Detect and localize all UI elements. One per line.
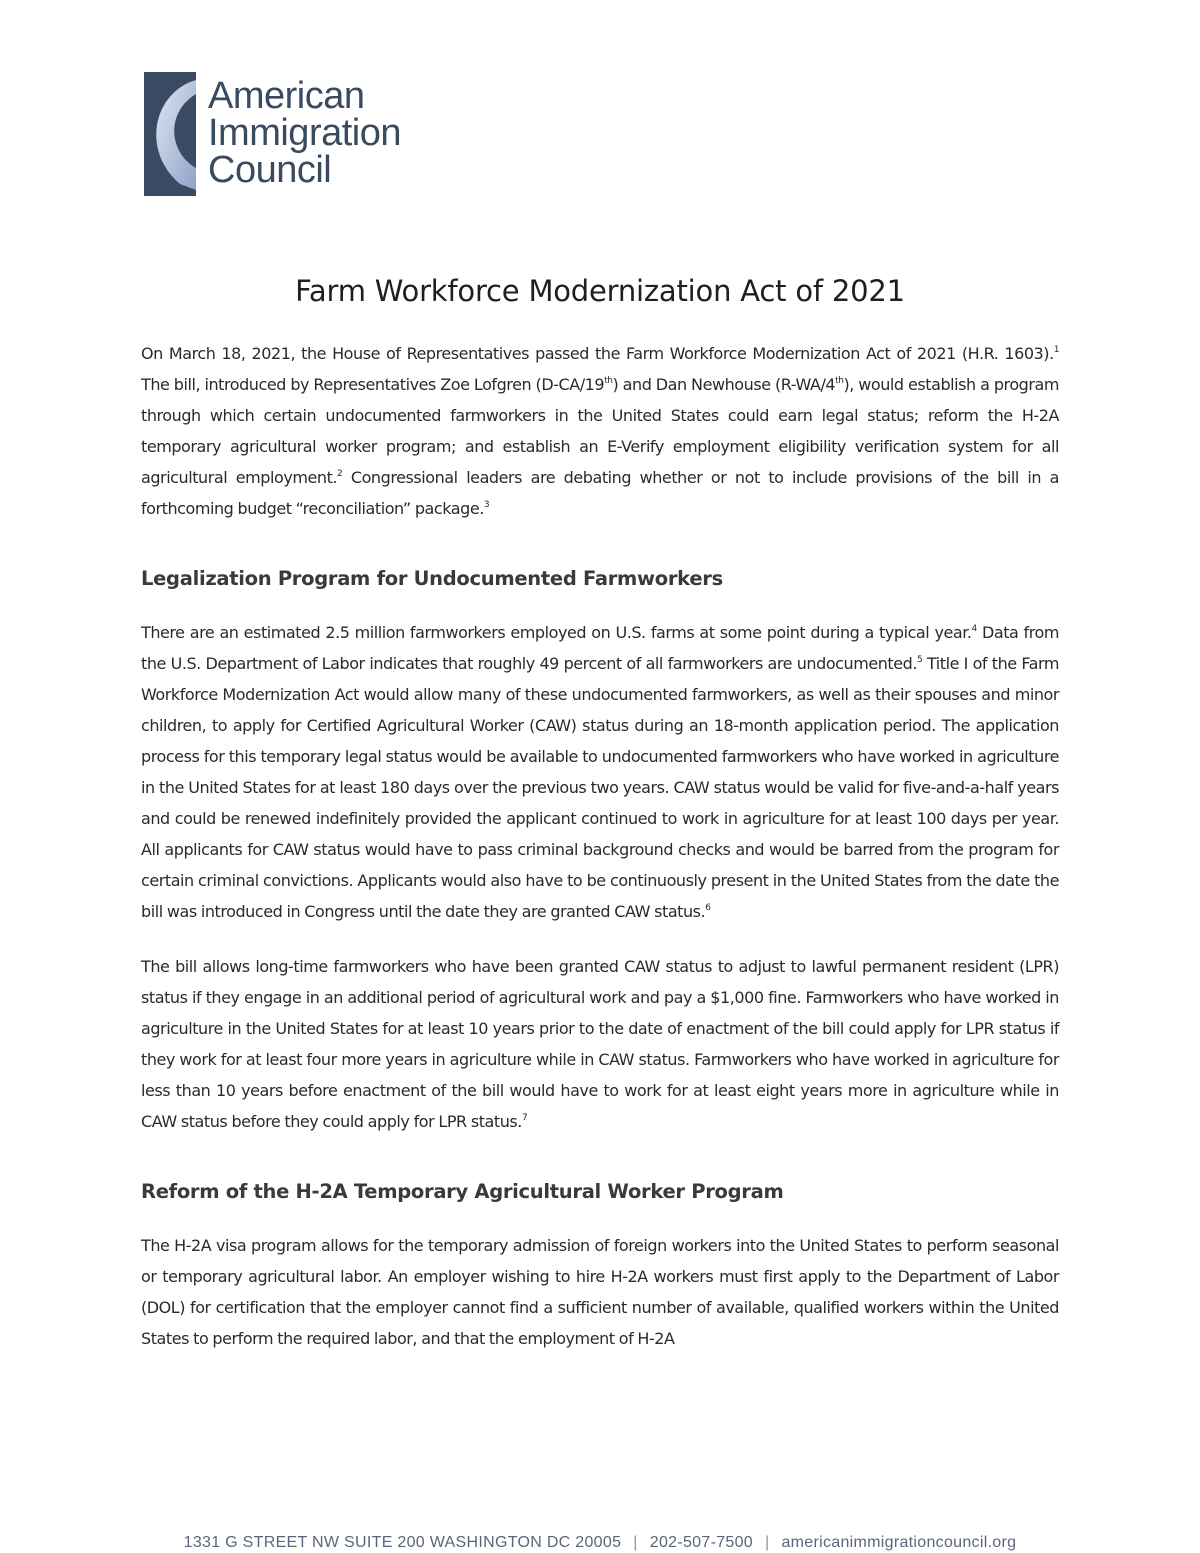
ordinal-suffix: th (604, 376, 613, 386)
footnote-ref-5: 5 (916, 655, 923, 665)
footer-divider: | (765, 1534, 770, 1551)
intro-paragraph (141, 338, 1059, 524)
organization-logo (144, 72, 404, 196)
footer-address: 1331 G STREET NW SUITE 200 WASHINGTON DC 20005 (183, 1534, 622, 1551)
section-heading-legalization: Legalization Program for Undocumented Farmworkers (141, 567, 723, 590)
document-title: Farm Workforce Modernization Act of 2021 (295, 274, 905, 308)
footnote-ref-7: 7 (521, 1113, 528, 1123)
logo-mark-icon (144, 72, 204, 196)
footnote-ref-3: 3 (483, 500, 490, 510)
footer-phone: 202-507-7500 (649, 1534, 753, 1551)
logo-line-2: Immigration (208, 112, 401, 154)
logo-line-3: Council (208, 149, 332, 191)
page-footer (0, 1534, 1200, 1552)
h2a-paragraph-1: The H-2A visa program allows for the temporary admission of foreign workers into the United States to perform seasonal or temporary agricultural labor. An employer wishing to hire H-2A workers must first apply to the Department of Labor (DOL) for certification that the employer cannot find a sufficient number of available, qualified workers within the United States to perform the required labor, and that the employment of H-2A (141, 1236, 1059, 1348)
legalization-paragraph-1 (141, 617, 1059, 927)
legalization-paragraph-2 (141, 951, 1059, 1137)
text-run: ) and Dan Newhouse (R-WA/4 (612, 375, 836, 394)
footnote-ref-1: 1 (1053, 345, 1059, 355)
logo-wordmark (208, 75, 401, 191)
logo-line-1: American (208, 75, 365, 117)
text-run: Title I of the Farm Workforce Modernization Act would allow many of these undocumented farmworkers, as well as their spouses and minor children, to apply for Certified Agricultural Worker (CAW) status during an 18-month application period. The application process for this temporary legal status would be available to undocumented farmworkers who have worked in agriculture in the United States for at least 180 days over the previous two years. CAW status would be valid for five-and-a-half years and could be renewed indefinitely provided the applicant continued to work in agriculture for at least 100 days per year. All applicants for CAW status would have to pass criminal background checks and would be barred from the program for certain criminal convictions. Applicants would also have to be continuously present in the United States from the date the bill was introduced in Congress until the date they are granted CAW status. (141, 654, 1059, 921)
text-run: Data from the U.S. Department of Labor indicates that roughly 49 percent of all farmworkers are undocumented. (141, 623, 1059, 673)
ordinal-suffix: th (835, 376, 844, 386)
text-run: The bill, introduced by Representatives Zoe Lofgren (D-CA/19 (141, 375, 605, 394)
section-heading-h2a-reform: Reform of the H-2A Temporary Agricultural Worker Program (141, 1180, 784, 1203)
document-body (141, 338, 1059, 1354)
footer-divider: | (633, 1534, 638, 1551)
footer-website-link[interactable]: americanimmigrationcouncil.org (781, 1534, 1017, 1551)
footnote-ref-6: 6 (705, 903, 711, 913)
footnote-ref-4: 4 (971, 624, 977, 634)
text-run: The bill allows long-time farmworkers who have been granted CAW status to adjust to lawful permanent resident (LPR) status if they engage in an additional period of agricultural work and pay a $1,000 fine. Farmworkers who have worked in agriculture in the United States for at least 10 years prior to the date of enactment of the bill could apply for LPR status if they work for at least four more years in agriculture while in CAW status. Farmworkers who have worked in agriculture for less than 10 years before enactment of the bill would have to work for at least eight years more in agriculture while in CAW status before they could apply for LPR status. (141, 957, 1059, 1131)
text-run: There are an estimated 2.5 million farmworkers employed on U.S. farms at some point during a typical year. (141, 623, 972, 642)
footnote-ref-2: 2 (337, 469, 343, 479)
text-run: ), would establish a program through which certain undocumented farmworkers in the United States could earn legal status; reform the H-2A temporary agricultural worker program; and establish an E-Verify employment eligibility verification system for all agricultural employment. (141, 375, 1059, 487)
text-run: On March 18, 2021, the House of Representatives passed the Farm Workforce Modernization Act of 2021 (H.R. 1603). (141, 344, 1054, 363)
text-run: Congressional leaders are debating whether or not to include provisions of the bill in a forthcoming budget “reconciliation” package. (141, 468, 1059, 518)
